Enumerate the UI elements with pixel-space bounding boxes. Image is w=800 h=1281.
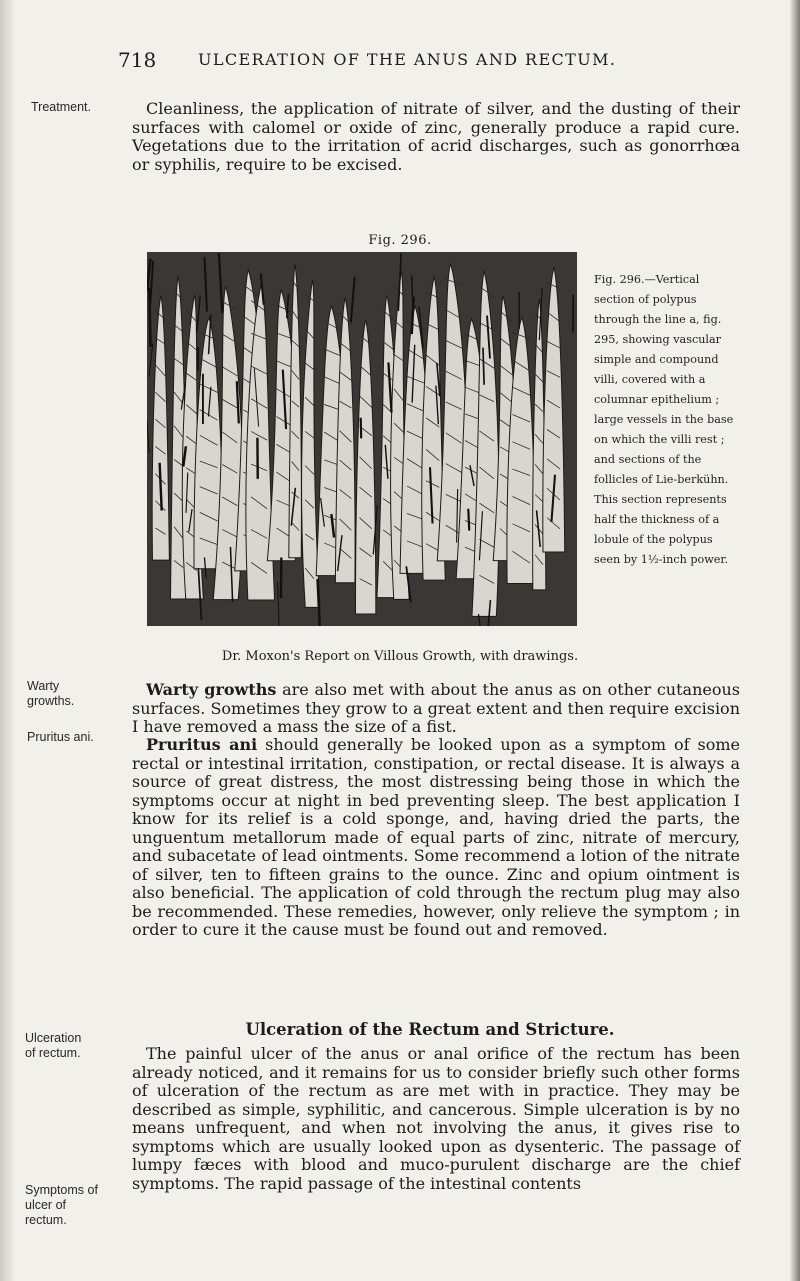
warty-growths-lead: Warty growths bbox=[146, 680, 277, 699]
figure-label: Fig. 296. bbox=[368, 233, 432, 248]
pruritus-lead: Pruritus ani bbox=[146, 735, 258, 754]
margin-note-ulceration: Ulceration of rectum. bbox=[25, 1031, 82, 1060]
margin-note-treatment: Treatment. bbox=[31, 100, 91, 114]
villi-strokes bbox=[147, 252, 577, 626]
paragraph-ulceration: The painful ulcer of the anus or anal orifice of the rectum has been already noticed, and it remains for us to consider briefly such other forms of ulceration of the rectum as are met with in practice. They may be described as simple, syphilitic, and cancerous. Simple ulceration is by no means unfrequent, and when not involving the anus, it gives rise to symptoms which are usually looked upon as dysenteric. The passage of lumpy fæces with blood and muco-purulent discharge are the chief symptoms. The rapid passage of the intestinal contents bbox=[132, 1044, 740, 1193]
shadow-streak bbox=[468, 509, 469, 531]
margin-note-pruritus: Pruritus ani. bbox=[27, 730, 94, 744]
shadow-streak bbox=[483, 348, 484, 385]
page-header bbox=[118, 48, 683, 74]
shadow-streak bbox=[149, 288, 150, 347]
page-number: 718 bbox=[118, 48, 157, 72]
running-head: ULCERATION OF THE ANUS AND RECTUM. bbox=[198, 50, 617, 69]
margin-note-warty-growths: Warty growths. bbox=[27, 679, 75, 708]
section-heading: Ulceration of the Rectum and Stricture. bbox=[245, 1020, 615, 1039]
paragraph-treatment: Cleanliness, the application of nitrate of silver, and the dusting of their surfaces with calomel or oxide of zinc, generally produce a rapid cure. Vegetations due to the irritation of acrid discharges, such as gonorrhœa or syphilis, require to be excised. bbox=[132, 99, 740, 174]
villi-section-illustration bbox=[147, 252, 577, 626]
paragraph-warty-growths: Warty growths are also met with about the anus as on other cutaneous surfaces. Sometimes they grow to a great extent and then require excision I have removed a mass the size of a fist. bbox=[132, 680, 740, 736]
margin-note-symptoms: Symptoms of ulcer of rectum. bbox=[25, 1183, 98, 1227]
figure-credit: Dr. Moxon's Report on Villous Growth, with drawings. bbox=[221, 649, 579, 664]
page-edge-shadow bbox=[790, 0, 800, 1281]
paragraph-pruritus: Pruritus ani should generally be looked upon as a symptom of some rectal or intestinal irritation, constipation, or rectal disease. It is always a source of great distress, the most distressing being those in which the symptoms occur at night in bed preventing sleep. The best application I know for its relief is a cold sponge, and, having dried the parts, the unguentum metallorum made of equal parts of zinc, nitrate of mercury, and subacetate of lead ointments. Some recommend a lotion of the nitrate of silver, ten to fifteen grains to the ounce. Zinc and opium ointment is also beneficial. The application of cold through the rectum plug may also be recommended. These remedies, however, only relieve the symptom ; in order to cure it the cause must be found out and removed. bbox=[132, 735, 741, 939]
page-gutter-shadow bbox=[0, 0, 14, 1281]
figure-caption: Fig. 296.—Vertical section of polypus through the line a, fig. 295, showing vascular simple and compound villi, covered with a columnar epithelium ; large vessels in the base on which the villi rest ; and sections of the follicles of Lie-berkühn. This section represents half the thickness of a lobule of the polypus seen by 1½-inch power. bbox=[594, 273, 734, 566]
figure-polypus-section bbox=[147, 252, 577, 626]
